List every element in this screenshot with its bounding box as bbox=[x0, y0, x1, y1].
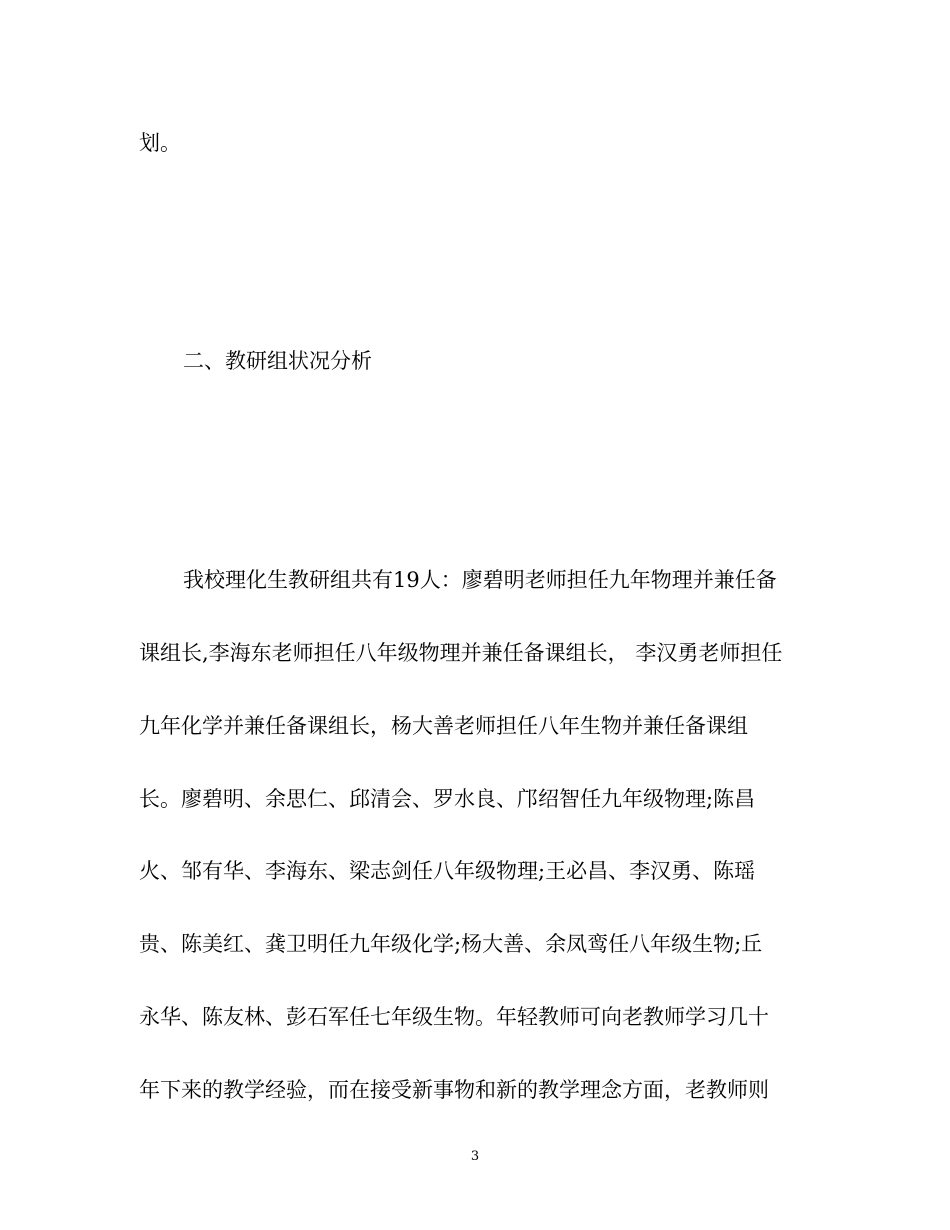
paragraph-line: 九年化学并兼任备课组长，杨大善老师担任八年生物并兼任备课组 bbox=[139, 714, 748, 738]
paragraph-line: 永华、陈友林、彭石军任七年级生物。年轻教师可向老教师学习几十 bbox=[139, 1005, 769, 1029]
paragraph-line: 贵、陈美红、龚卫明任九年级化学;杨大善、余凤鸾任八年级生物;丘 bbox=[139, 932, 763, 956]
continuation-line: 划。 bbox=[139, 131, 181, 155]
paragraph-line: 我校理化生教研组共有19人：廖碧明老师担任九年物理并兼任备 bbox=[183, 568, 777, 592]
paragraph-line: 长。廖碧明、余思仁、邱清会、罗水良、邝绍智任九年级物理;陈昌 bbox=[139, 787, 756, 811]
paragraph-line: 年下来的教学经验，而在接受新事物和新的教学理念方面，老教师则 bbox=[139, 1078, 769, 1102]
paragraph-line: 火、邹有华、李海东、梁志剑任八年级物理;王必昌、李汉勇、陈瑶 bbox=[139, 859, 756, 883]
section-heading: 二、教研组状况分析 bbox=[183, 349, 372, 373]
page-number: 3 bbox=[470, 1149, 480, 1164]
paragraph-line: 课组长,李海东老师担任八年级物理并兼任备课组长， 李汉勇老师担任 bbox=[139, 641, 783, 665]
